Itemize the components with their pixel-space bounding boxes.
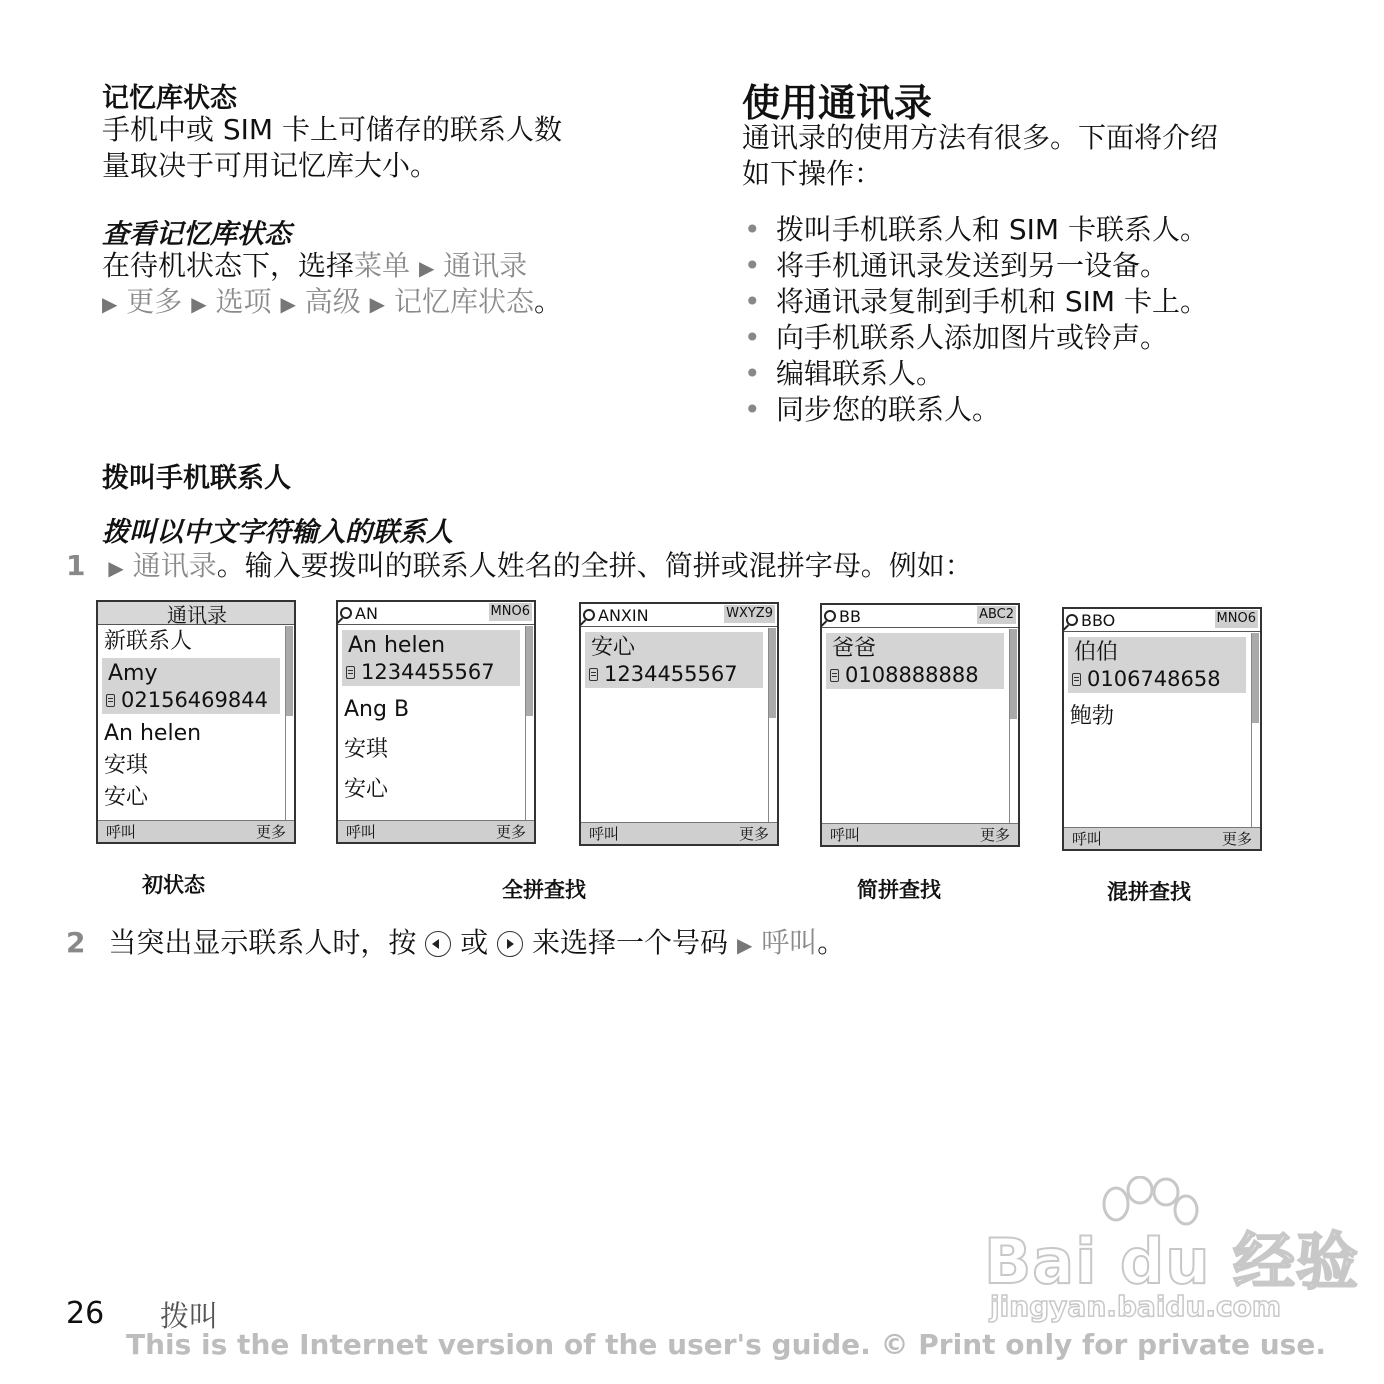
list-item: • 拨叫手机联系人和 SIM 卡联系人。	[742, 212, 1208, 248]
internet-version-note: This is the Internet version of the user's guide. © Print only for private use.	[126, 1328, 1326, 1361]
nav-left-key-icon	[425, 931, 451, 957]
contact-list	[1064, 633, 1250, 827]
contact-number: 0108888888	[845, 663, 979, 687]
use-contacts-heading: 使用通讯录	[742, 81, 933, 125]
play-arrow-icon: ▶	[102, 292, 118, 316]
contact-number-row	[830, 663, 1000, 687]
magnifier-icon	[1066, 614, 1078, 626]
input-mode: MNO6	[490, 604, 530, 619]
path-contacts[interactable]: 通讯录	[443, 249, 528, 282]
baidu-jingyan-url: jingyan.baidu.com	[990, 1290, 1282, 1323]
contact-name: 爸爸	[832, 636, 877, 661]
chapter-name: 拨叫	[160, 1299, 219, 1333]
call-softkey[interactable]: 呼叫	[589, 825, 620, 843]
contact-list	[581, 628, 767, 822]
contact-name: 伯伯	[1074, 640, 1119, 665]
scrollbar[interactable]	[768, 628, 776, 822]
search-bar[interactable]	[338, 602, 534, 625]
memory-path-line2	[102, 284, 562, 322]
sim-card-icon	[106, 694, 115, 707]
softkey-bar	[1064, 827, 1260, 849]
more-softkey[interactable]: 更多	[255, 823, 286, 841]
phone-screen-abbrev-pinyin	[820, 603, 1020, 847]
more-softkey[interactable]: 更多	[979, 826, 1010, 844]
search-bar[interactable]	[581, 604, 777, 627]
softkey-bar	[581, 822, 777, 844]
step-number: 2	[66, 926, 86, 959]
input-mode: WXYZ9	[726, 606, 773, 621]
list-item: • 编辑联系人。	[742, 356, 1208, 392]
contact-name: Amy	[108, 661, 158, 686]
selected-contact[interactable]	[585, 632, 763, 688]
step2-text-a: 当突出显示联系人时，按	[108, 926, 417, 959]
memory-status-heading: 记忆库状态	[102, 83, 237, 114]
step1-contacts-link[interactable]: 通讯录	[132, 549, 217, 582]
selected-contact[interactable]	[102, 658, 280, 714]
path-options[interactable]: 选项	[215, 285, 272, 318]
scrollbar[interactable]	[1251, 633, 1259, 827]
scrollbar[interactable]	[1009, 629, 1017, 823]
more-softkey[interactable]: 更多	[495, 823, 526, 841]
contact-name: 安心	[591, 635, 636, 660]
contact-list	[338, 626, 524, 820]
list-item: • 向手机联系人添加图片或铃声。	[742, 320, 1208, 356]
list-item[interactable]: Ang B	[344, 697, 410, 722]
search-query: AN	[355, 603, 378, 623]
more-softkey[interactable]: 更多	[1221, 830, 1252, 848]
list-item[interactable]: 安心	[344, 777, 389, 802]
sim-card-icon	[346, 666, 355, 679]
scrollbar-thumb[interactable]	[526, 626, 533, 716]
scrollbar-thumb[interactable]	[1010, 629, 1017, 719]
path-more[interactable]: 更多	[126, 285, 183, 318]
contact-list	[822, 629, 1008, 823]
path-intro: 在待机状态下，选择	[102, 249, 355, 282]
magnifier-icon	[824, 610, 836, 622]
list-item[interactable]: 安琪	[104, 753, 149, 778]
sim-card-icon	[830, 669, 839, 682]
scrollbar[interactable]	[525, 626, 533, 820]
phone-screen-full-pinyin-2	[579, 602, 779, 846]
baidu-jingyan-logo: Bai du 经验	[984, 1225, 1360, 1298]
memory-status-line1: 手机中或 SIM 卡上可储存的联系人数	[102, 113, 562, 146]
list-item[interactable]: 安心	[104, 785, 149, 810]
list-item[interactable]: 安琪	[344, 737, 389, 762]
play-arrow-icon: ▶	[369, 292, 386, 316]
search-query: ANXIN	[598, 605, 649, 625]
list-item: • 将通讯录复制到手机和 SIM 卡上。	[742, 284, 1208, 320]
play-arrow-icon: ▶	[736, 933, 753, 957]
call-softkey[interactable]: 呼叫	[830, 826, 861, 844]
scrollbar[interactable]	[285, 626, 293, 820]
search-query: BB	[839, 606, 861, 626]
selected-contact[interactable]	[1068, 637, 1246, 693]
path-advanced[interactable]: 高级	[304, 285, 361, 318]
softkey-bar	[822, 823, 1018, 845]
path-memory-status[interactable]: 记忆库状态	[393, 285, 534, 318]
call-softkey[interactable]: 呼叫	[1072, 830, 1103, 848]
use-contacts-list	[742, 212, 1208, 428]
call-softkey[interactable]: 呼叫	[106, 823, 137, 841]
play-arrow-icon: ▶	[280, 292, 296, 316]
contact-number: 1234455567	[604, 662, 738, 686]
input-mode: MNO6	[1216, 611, 1256, 626]
contact-number-row	[346, 660, 516, 684]
page-number: 26	[66, 1296, 105, 1331]
play-arrow-icon: ▶	[191, 292, 207, 316]
list-item: • 将手机通讯录发送到另一设备。	[742, 248, 1208, 284]
phone-screen-initial	[96, 600, 296, 844]
use-contacts-intro1: 通讯录的使用方法有很多。下面将介绍	[742, 121, 1219, 154]
call-chinese-subheading: 拨叫以中文字符输入的联系人	[102, 517, 453, 548]
call-softkey[interactable]: 呼叫	[346, 823, 377, 841]
list-item: • 同步您的联系人。	[742, 392, 1208, 428]
more-softkey[interactable]: 更多	[738, 825, 769, 843]
softkey-bar	[338, 820, 534, 842]
memory-path-line1	[102, 248, 527, 286]
input-mode: ABC2	[979, 607, 1014, 622]
search-bar[interactable]	[822, 605, 1018, 628]
step-2	[66, 925, 845, 963]
contact-number-row	[589, 662, 759, 686]
list-item[interactable]: 新联系人	[104, 629, 193, 654]
step2-or: 或	[460, 926, 489, 959]
play-arrow-icon: ▶	[108, 556, 124, 580]
call-contacts-heading: 拨叫手机联系人	[102, 463, 291, 494]
path-menu[interactable]: 菜单	[354, 249, 411, 282]
memory-status-line2: 量取决于可用记忆库大小。	[102, 149, 439, 182]
play-arrow-icon: ▶	[418, 256, 435, 280]
step2-end: 。	[817, 926, 846, 959]
search-query: BBO	[1081, 610, 1116, 630]
contact-list	[98, 626, 284, 820]
contact-number: 02156469844	[121, 688, 268, 712]
caption-mixed-pinyin: 混拼查找	[1107, 880, 1191, 904]
step1-text: 。输入要拨叫的联系人姓名的全拼、简拼或混拼字母。例如：	[216, 549, 973, 582]
contact-number-row	[1072, 667, 1242, 691]
scrollbar-thumb[interactable]	[1252, 633, 1259, 723]
screen-title: 通讯录	[98, 602, 294, 625]
search-bar[interactable]	[1064, 609, 1260, 632]
view-memory-status-subheading: 查看记忆库状态	[102, 219, 291, 250]
phone-screen-full-pinyin	[336, 600, 536, 844]
nav-right-key-icon	[497, 931, 523, 957]
list-item[interactable]: 鲍勃	[1070, 704, 1115, 729]
step2-call-link[interactable]: 呼叫	[761, 926, 818, 959]
step-1	[66, 548, 973, 586]
softkey-bar	[98, 820, 294, 842]
magnifier-icon	[583, 609, 595, 621]
contact-name: An helen	[348, 633, 446, 658]
step2-text-b: 来选择一个号码	[532, 926, 729, 959]
scrollbar-thumb[interactable]	[769, 628, 776, 718]
caption-full-pinyin: 全拼查找	[502, 878, 586, 902]
path-end: 。	[533, 285, 562, 318]
contact-number: 0106748658	[1087, 667, 1221, 691]
caption-initial-state: 初状态	[142, 873, 205, 897]
step-number: 1	[66, 549, 86, 582]
sim-card-icon	[589, 668, 598, 681]
contact-number-row	[106, 688, 276, 712]
phone-screen-mixed-pinyin	[1062, 607, 1262, 851]
use-contacts-intro2: 如下操作：	[742, 157, 883, 190]
scrollbar-thumb[interactable]	[286, 626, 293, 716]
sim-card-icon	[1072, 673, 1081, 686]
magnifier-icon	[340, 607, 352, 619]
list-item[interactable]: An helen	[104, 721, 202, 746]
selected-contact[interactable]	[826, 633, 1004, 689]
caption-abbrev-pinyin: 简拼查找	[857, 878, 941, 902]
contact-number: 1234455567	[361, 660, 495, 684]
selected-contact[interactable]	[342, 630, 520, 686]
